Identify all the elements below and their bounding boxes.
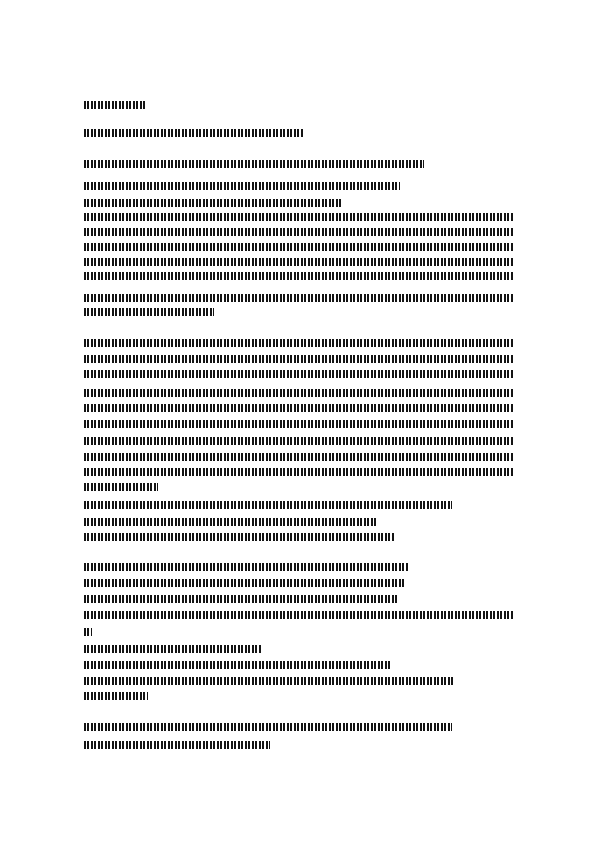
- paragraph-1-line-10: [84, 308, 214, 316]
- paragraph-2-line-6: [84, 420, 514, 428]
- paragraph-4-line-5: [84, 628, 92, 636]
- paragraph-1-line-8: [84, 272, 514, 280]
- paragraph-2-line-3: [84, 370, 514, 378]
- paragraph-4-line-1: [84, 563, 408, 571]
- paragraph-4-line-4: [84, 611, 514, 619]
- paragraph-5-line-2: [84, 661, 390, 669]
- paragraph-2-line-9: [84, 468, 514, 476]
- paragraph-2-line-4: [84, 389, 514, 397]
- paragraph-6-line-1: [84, 723, 452, 731]
- paragraph-1-line-7: [84, 258, 514, 266]
- paragraph-1-line-3: [84, 199, 342, 207]
- paragraph-2-line-10: [84, 483, 158, 491]
- paragraph-2-line-5: [84, 404, 514, 412]
- doc-header-line-1: [84, 101, 146, 109]
- paragraph-2-line-7: [84, 437, 514, 445]
- paragraph-1-line-9: [84, 294, 514, 302]
- paragraph-5-line-1: [84, 645, 262, 653]
- paragraph-1-line-5: [84, 228, 514, 236]
- paragraph-2-line-2: [84, 355, 514, 363]
- paragraph-4-line-2: [84, 579, 406, 587]
- paragraph-1-line-4: [84, 213, 514, 221]
- paragraph-1-line-2: [84, 182, 400, 190]
- paragraph-1-line-1: [84, 160, 424, 168]
- paragraph-2-line-1: [84, 339, 514, 347]
- paragraph-3-line-1: [84, 501, 452, 509]
- paragraph-3-line-3: [84, 533, 394, 541]
- paragraph-3-line-2: [84, 518, 378, 526]
- paragraph-4-line-3: [84, 595, 398, 603]
- doc-header-line-2: [84, 129, 304, 137]
- paragraph-2-line-8: [84, 453, 514, 461]
- paragraph-6-line-2: [84, 741, 270, 749]
- paragraph-5-line-3: [84, 677, 454, 685]
- paragraph-5-line-4: [84, 692, 148, 700]
- paragraph-1-line-6: [84, 243, 514, 251]
